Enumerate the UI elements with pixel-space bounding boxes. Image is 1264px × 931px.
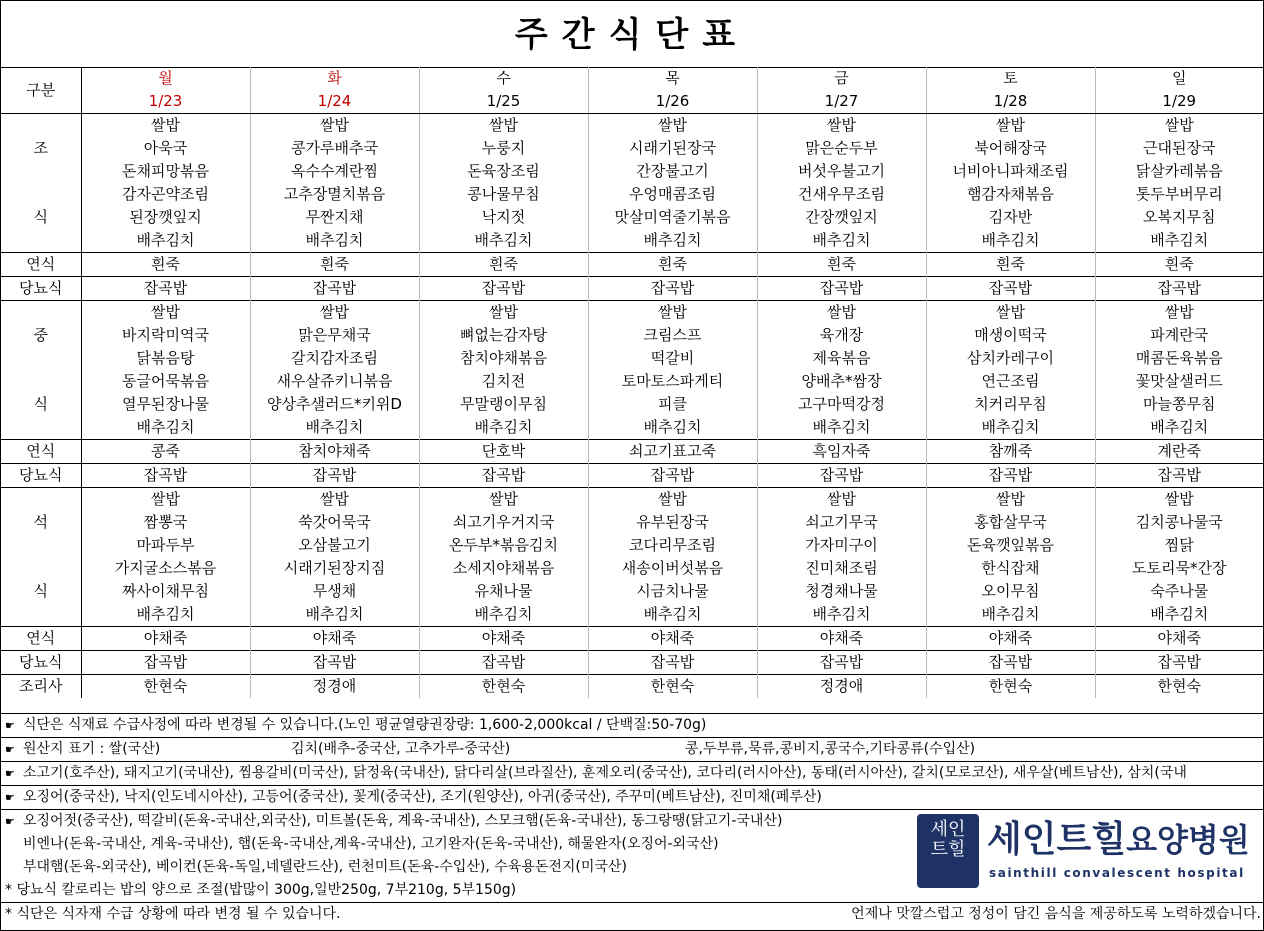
menu-item: 시금치나물 bbox=[588, 580, 757, 603]
meal-label: 조 bbox=[1, 137, 81, 160]
menu-item: 배추김치 bbox=[926, 229, 1095, 253]
menu-item: 쌀밥 bbox=[250, 114, 419, 138]
menu-item: 크림스프 bbox=[588, 324, 757, 347]
menu-item: 북어해장국 bbox=[926, 137, 1095, 160]
menu-item: 배추김치 bbox=[588, 229, 757, 253]
menu-item: 돈육장조림 bbox=[419, 160, 588, 183]
soft-diet-item: 흑임자죽 bbox=[757, 440, 926, 464]
menu-item: 배추김치 bbox=[419, 229, 588, 253]
cook-name: 정경애 bbox=[757, 675, 926, 699]
menu-item: 피클 bbox=[588, 393, 757, 416]
menu-item: 쌀밥 bbox=[81, 301, 250, 325]
menu-item: 꽃맛살샐러드 bbox=[1095, 370, 1263, 393]
logo-english: sainthill convalescent hospital bbox=[989, 866, 1245, 880]
menu-item: 쌀밥 bbox=[926, 488, 1095, 512]
cook-name: 한현숙 bbox=[588, 675, 757, 699]
day-name: 화 bbox=[250, 67, 419, 90]
menu-item: 쌀밥 bbox=[588, 488, 757, 512]
menu-item: 배추김치 bbox=[926, 416, 1095, 440]
menu-item: 쌀밥 bbox=[419, 114, 588, 138]
soft-diet-item: 야채죽 bbox=[81, 627, 250, 651]
menu-item: 배추김치 bbox=[81, 603, 250, 627]
meal-label bbox=[1, 534, 81, 557]
menu-item: 콩나물무침 bbox=[419, 183, 588, 206]
menu-item: 쑥갓어묵국 bbox=[250, 511, 419, 534]
menu-row bbox=[1, 301, 1263, 325]
menu-item: 버섯우불고기 bbox=[757, 160, 926, 183]
menu-item: 돈채피망볶음 bbox=[81, 160, 250, 183]
menu-item: 누룽지 bbox=[419, 137, 588, 160]
day-date: 1/25 bbox=[419, 90, 588, 114]
menu-item: 배추김치 bbox=[81, 416, 250, 440]
hand-pointer-icon: ☛ bbox=[5, 791, 15, 804]
menu-item: 배추김치 bbox=[1095, 603, 1263, 627]
diabetic-diet-item: 잡곡밥 bbox=[1095, 651, 1263, 675]
meal-label bbox=[1, 114, 81, 138]
menu-row bbox=[1, 114, 1263, 138]
menu-item: 동글어묵볶음 bbox=[81, 370, 250, 393]
menu-item: 쇠고기무국 bbox=[757, 511, 926, 534]
menu-item: 홍합살무국 bbox=[926, 511, 1095, 534]
menu-item: 삼치카레구이 bbox=[926, 347, 1095, 370]
menu-item: 갈치감자조림 bbox=[250, 347, 419, 370]
day-date: 1/26 bbox=[588, 90, 757, 114]
meal-label bbox=[1, 229, 81, 253]
cook-name: 정경애 bbox=[250, 675, 419, 699]
page-title: 주간식단표 bbox=[1, 1, 1263, 68]
menu-item: 바지락미역국 bbox=[81, 324, 250, 347]
menu-item: 시래기된장국 bbox=[588, 137, 757, 160]
menu-item: 콩가루배추국 bbox=[250, 137, 419, 160]
diabetic-diet-item: 잡곡밥 bbox=[250, 464, 419, 488]
soft-diet-item: 흰죽 bbox=[419, 253, 588, 277]
menu-item: 간장불고기 bbox=[588, 160, 757, 183]
cook-label: 조리사 bbox=[1, 675, 81, 699]
menu-item: 배추김치 bbox=[588, 416, 757, 440]
meal-label bbox=[1, 347, 81, 370]
menu-item: 오복지무침 bbox=[1095, 206, 1263, 229]
menu-item: 양상추샐러드*키위D bbox=[250, 393, 419, 416]
menu-item: 열무된장나물 bbox=[81, 393, 250, 416]
menu-row bbox=[1, 229, 1263, 253]
menu-row bbox=[1, 580, 1263, 603]
menu-item: 쌀밥 bbox=[757, 114, 926, 138]
menu-item: 쌀밥 bbox=[588, 114, 757, 138]
note-line: ☛ 원산지 표기 : 쌀(국산) 김치(배추-중국산, 고추가루-중국산) 콩,두부류,묵류,콩비지,콩국수,기타콩류(수입산) bbox=[1, 737, 1263, 761]
diabetic-diet-label: 당뇨식 bbox=[1, 277, 81, 301]
hand-pointer-icon: ☛ bbox=[5, 719, 15, 732]
diabetic-diet-row bbox=[1, 277, 1263, 301]
soft-diet-item: 야채죽 bbox=[419, 627, 588, 651]
menu-item: 고구마떡강정 bbox=[757, 393, 926, 416]
soft-diet-item: 흰죽 bbox=[757, 253, 926, 277]
day-name: 일 bbox=[1095, 67, 1263, 90]
menu-row bbox=[1, 137, 1263, 160]
menu-item: 숙주나물 bbox=[1095, 580, 1263, 603]
menu-item: 청경채나물 bbox=[757, 580, 926, 603]
menu-item: 한식잡채 bbox=[926, 557, 1095, 580]
menu-item: 짜사이채무침 bbox=[81, 580, 250, 603]
menu-item: 짬뽕국 bbox=[81, 511, 250, 534]
soft-diet-item: 쇠고기표고죽 bbox=[588, 440, 757, 464]
soft-diet-item: 콩죽 bbox=[81, 440, 250, 464]
meal-label bbox=[1, 370, 81, 393]
hand-pointer-icon: ☛ bbox=[5, 767, 15, 780]
cook-name: 한현숙 bbox=[1095, 675, 1263, 699]
menu-item: 건새우무조림 bbox=[757, 183, 926, 206]
note-line: ☛ 식단은 식재료 수급사정에 따라 변경될 수 있습니다.(노인 평균열량권장량: 1,600-2,000kcal / 단백질:50-70g) bbox=[1, 713, 1263, 737]
menu-item: 진미채조림 bbox=[757, 557, 926, 580]
menu-item: 배추김치 bbox=[757, 416, 926, 440]
menu-item: 유부된장국 bbox=[588, 511, 757, 534]
note-line: ☛ 소고기(호주산), 돼지고기(국내산), 찜용갈비(미국산), 닭정육(국내산), 닭다리살(브라질산), 훈제오리(중국산), 코다리(러시아산), 동태(러시아산), 갈치(모로코산), 새우살(베트남산), 삼치(국내 bbox=[1, 761, 1263, 785]
menu-item: 무말랭이무침 bbox=[419, 393, 588, 416]
diabetic-diet-item: 잡곡밥 bbox=[419, 277, 588, 301]
menu-row bbox=[1, 393, 1263, 416]
day-name: 목 bbox=[588, 67, 757, 90]
note-line: 비엔나(돈육-국내산, 계육-국내산), 햄(돈육-국내산,계육-국내산), 고기완자(돈육-국내산), 해물완자(오징어-외국산) bbox=[23, 836, 719, 852]
diabetic-diet-item: 잡곡밥 bbox=[588, 277, 757, 301]
menu-item: 쌀밥 bbox=[757, 301, 926, 325]
meal-label bbox=[1, 488, 81, 512]
menu-item: 무짠지채 bbox=[250, 206, 419, 229]
menu-item: 닭볶음탕 bbox=[81, 347, 250, 370]
soft-diet-item: 흰죽 bbox=[926, 253, 1095, 277]
menu-item: 간장깻잎지 bbox=[757, 206, 926, 229]
menu-item: 김자반 bbox=[926, 206, 1095, 229]
diabetic-diet-item: 잡곡밥 bbox=[419, 651, 588, 675]
meal-label bbox=[1, 557, 81, 580]
menu-item: 닭살카레볶음 bbox=[1095, 160, 1263, 183]
hand-pointer-icon: ☛ bbox=[5, 743, 15, 756]
menu-item: 배추김치 bbox=[757, 603, 926, 627]
diabetic-diet-item: 잡곡밥 bbox=[1095, 277, 1263, 301]
menu-item: 가지굴소스볶음 bbox=[81, 557, 250, 580]
soft-diet-row bbox=[1, 253, 1263, 277]
menu-item: 쌀밥 bbox=[1095, 488, 1263, 512]
note-line: ☛ 오징어(중국산), 낙지(인도네시아산), 고등어(중국산), 꽃게(중국산), 조기(원양산), 아귀(중국산), 주꾸미(베트남산), 진미채(페루산) bbox=[1, 785, 1263, 809]
diabetic-diet-item: 잡곡밥 bbox=[926, 464, 1095, 488]
menu-row bbox=[1, 370, 1263, 393]
menu-item: 쌀밥 bbox=[757, 488, 926, 512]
day-date: 1/27 bbox=[757, 90, 926, 114]
menu-item: 배추김치 bbox=[250, 416, 419, 440]
diabetic-diet-item: 잡곡밥 bbox=[757, 464, 926, 488]
menu-item: 육개장 bbox=[757, 324, 926, 347]
menu-row bbox=[1, 488, 1263, 512]
menu-row bbox=[1, 206, 1263, 229]
menu-item: 맛살미역줄기볶음 bbox=[588, 206, 757, 229]
hospital-logo bbox=[917, 814, 1253, 892]
menu-item: 배추김치 bbox=[588, 603, 757, 627]
day-date: 1/24 bbox=[250, 90, 419, 114]
day-date: 1/28 bbox=[926, 90, 1095, 114]
menu-item: 가자미구이 bbox=[757, 534, 926, 557]
meal-label: 식 bbox=[1, 393, 81, 416]
menu-item: 배추김치 bbox=[419, 603, 588, 627]
day-name: 수 bbox=[419, 67, 588, 90]
menu-row bbox=[1, 160, 1263, 183]
menu-item: 쌀밥 bbox=[81, 114, 250, 138]
menu-item: 배추김치 bbox=[250, 229, 419, 253]
menu-item: 매콤돈육볶음 bbox=[1095, 347, 1263, 370]
soft-diet-item: 야채죽 bbox=[588, 627, 757, 651]
menu-item: 오삼불고기 bbox=[250, 534, 419, 557]
day-name: 월 bbox=[81, 67, 250, 90]
menu-item: 쌀밥 bbox=[250, 301, 419, 325]
menu-item: 새우살쥬키니볶음 bbox=[250, 370, 419, 393]
menu-item: 톳두부버무리 bbox=[1095, 183, 1263, 206]
diabetic-diet-item: 잡곡밥 bbox=[1095, 464, 1263, 488]
menu-item: 양배추*쌈장 bbox=[757, 370, 926, 393]
day-date: 1/23 bbox=[81, 90, 250, 114]
menu-item: 고추장멸치볶음 bbox=[250, 183, 419, 206]
menu-item: 쌀밥 bbox=[250, 488, 419, 512]
menu-item: 쌀밥 bbox=[1095, 301, 1263, 325]
cook-name: 한현숙 bbox=[419, 675, 588, 699]
soft-diet-label: 연식 bbox=[1, 627, 81, 651]
note-line: * 식단은 식자재 수급 상황에 따라 변경 될 수 있습니다. 언제나 맛깔스럽고 정성이 담긴 음식을 제공하도록 노력하겠습니다. bbox=[1, 902, 1263, 926]
diabetic-diet-item: 잡곡밥 bbox=[81, 277, 250, 301]
diabetic-diet-item: 잡곡밥 bbox=[757, 277, 926, 301]
menu-item: 유채나물 bbox=[419, 580, 588, 603]
day-date: 1/29 bbox=[1095, 90, 1263, 114]
soft-diet-item: 계란죽 bbox=[1095, 440, 1263, 464]
diabetic-diet-item: 잡곡밥 bbox=[757, 651, 926, 675]
menu-item: 감자곤약조림 bbox=[81, 183, 250, 206]
soft-diet-label: 연식 bbox=[1, 440, 81, 464]
day-header-row bbox=[1, 67, 1263, 90]
diabetic-diet-item: 잡곡밥 bbox=[588, 464, 757, 488]
soft-diet-label: 연식 bbox=[1, 253, 81, 277]
note-line: * 당뇨식 칼로리는 밥의 양으로 조절(밥많이 300g,일반250g, 7부210g, 5부150g) bbox=[5, 882, 517, 898]
diabetic-diet-item: 잡곡밥 bbox=[926, 277, 1095, 301]
soft-diet-item: 흰죽 bbox=[81, 253, 250, 277]
logo-brand: 세인트힐요양병원 bbox=[987, 819, 1250, 860]
menu-item: 우엉매콤조림 bbox=[588, 183, 757, 206]
meal-label bbox=[1, 301, 81, 325]
meal-label: 석 bbox=[1, 511, 81, 534]
menu-table bbox=[1, 67, 1263, 698]
menu-row bbox=[1, 534, 1263, 557]
note-line: ☛ 오징어젓(중국산), 떡갈비(돈육-국내산,외국산), 미트볼(돈육, 계육-국내산), 스모크햄(돈육-국내산), 동그랑땡(닭고기-국내산) bbox=[1, 809, 1263, 833]
soft-diet-item: 야채죽 bbox=[1095, 627, 1263, 651]
menu-item: 옥수수계란찜 bbox=[250, 160, 419, 183]
diabetic-diet-item: 잡곡밥 bbox=[81, 464, 250, 488]
soft-diet-item: 야채죽 bbox=[757, 627, 926, 651]
menu-item: 맑은순두부 bbox=[757, 137, 926, 160]
menu-item: 매생이떡국 bbox=[926, 324, 1095, 347]
menu-item: 배추김치 bbox=[250, 603, 419, 627]
menu-item: 쌀밥 bbox=[419, 301, 588, 325]
menu-row bbox=[1, 511, 1263, 534]
menu-item: 치커리무침 bbox=[926, 393, 1095, 416]
menu-item: 낙지젓 bbox=[419, 206, 588, 229]
menu-item: 김치전 bbox=[419, 370, 588, 393]
menu-item: 배추김치 bbox=[926, 603, 1095, 627]
diabetic-diet-label: 당뇨식 bbox=[1, 651, 81, 675]
diabetic-diet-item: 잡곡밥 bbox=[250, 651, 419, 675]
header-label: 구분 bbox=[1, 67, 81, 114]
menu-item: 오이무침 bbox=[926, 580, 1095, 603]
menu-item: 파계란국 bbox=[1095, 324, 1263, 347]
meal-label: 식 bbox=[1, 580, 81, 603]
menu-item: 쇠고기우거지국 bbox=[419, 511, 588, 534]
menu-item: 찜닭 bbox=[1095, 534, 1263, 557]
menu-item: 온두부*볶음김치 bbox=[419, 534, 588, 557]
soft-diet-item: 참치야채죽 bbox=[250, 440, 419, 464]
diabetic-diet-item: 잡곡밥 bbox=[588, 651, 757, 675]
menu-row bbox=[1, 557, 1263, 580]
menu-item: 떡갈비 bbox=[588, 347, 757, 370]
cook-name: 한현숙 bbox=[81, 675, 250, 699]
diabetic-diet-row bbox=[1, 464, 1263, 488]
soft-diet-item: 흰죽 bbox=[588, 253, 757, 277]
menu-item: 쌀밥 bbox=[926, 114, 1095, 138]
soft-diet-item: 야채죽 bbox=[926, 627, 1095, 651]
diabetic-diet-item: 잡곡밥 bbox=[250, 277, 419, 301]
menu-row bbox=[1, 603, 1263, 627]
soft-diet-item: 흰죽 bbox=[1095, 253, 1263, 277]
soft-diet-item: 단호박 bbox=[419, 440, 588, 464]
menu-item: 배추김치 bbox=[1095, 416, 1263, 440]
hospital-seal-icon: 세인 트힐 bbox=[917, 814, 979, 888]
diabetic-diet-row bbox=[1, 651, 1263, 675]
menu-item: 배추김치 bbox=[757, 229, 926, 253]
menu-item: 뼈없는감자탕 bbox=[419, 324, 588, 347]
menu-item: 코다리무조림 bbox=[588, 534, 757, 557]
meal-label: 식 bbox=[1, 206, 81, 229]
meal-label bbox=[1, 160, 81, 183]
note-line: 부대햄(돈육-외국산), 베이컨(돈육-독일,네델란드산), 런천미트(돈육-수입산), 수육용돈전지(미국산) bbox=[23, 859, 627, 875]
menu-item: 쌀밥 bbox=[926, 301, 1095, 325]
menu-item: 배추김치 bbox=[1095, 229, 1263, 253]
menu-item: 근대된장국 bbox=[1095, 137, 1263, 160]
menu-item: 마파두부 bbox=[81, 534, 250, 557]
diabetic-diet-item: 잡곡밥 bbox=[419, 464, 588, 488]
soft-diet-row bbox=[1, 440, 1263, 464]
cook-row bbox=[1, 675, 1263, 699]
hand-pointer-icon: ☛ bbox=[5, 815, 15, 828]
cook-name: 한현숙 bbox=[926, 675, 1095, 699]
menu-row bbox=[1, 416, 1263, 440]
menu-item: 새송이버섯볶음 bbox=[588, 557, 757, 580]
menu-item: 시래기된장지짐 bbox=[250, 557, 419, 580]
diabetic-diet-item: 잡곡밥 bbox=[81, 651, 250, 675]
menu-item: 아욱국 bbox=[81, 137, 250, 160]
meal-label bbox=[1, 603, 81, 627]
menu-item: 참치야채볶음 bbox=[419, 347, 588, 370]
menu-row bbox=[1, 347, 1263, 370]
menu-item: 맑은무채국 bbox=[250, 324, 419, 347]
menu-item: 돈육깻잎볶음 bbox=[926, 534, 1095, 557]
menu-item: 마늘쫑무침 bbox=[1095, 393, 1263, 416]
menu-item: 김치콩나물국 bbox=[1095, 511, 1263, 534]
menu-row bbox=[1, 324, 1263, 347]
menu-item: 무생채 bbox=[250, 580, 419, 603]
day-name: 금 bbox=[757, 67, 926, 90]
meal-label: 중 bbox=[1, 324, 81, 347]
meal-label bbox=[1, 183, 81, 206]
date-header-row bbox=[1, 90, 1263, 114]
diabetic-diet-label: 당뇨식 bbox=[1, 464, 81, 488]
menu-item: 햄감자채볶음 bbox=[926, 183, 1095, 206]
meal-label bbox=[1, 416, 81, 440]
day-name: 토 bbox=[926, 67, 1095, 90]
menu-item: 쌀밥 bbox=[419, 488, 588, 512]
soft-diet-item: 참깨죽 bbox=[926, 440, 1095, 464]
menu-item: 너비아니파채조림 bbox=[926, 160, 1095, 183]
menu-item: 소세지야채볶음 bbox=[419, 557, 588, 580]
menu-item: 연근조림 bbox=[926, 370, 1095, 393]
soft-diet-row bbox=[1, 627, 1263, 651]
menu-item: 토마토스파게티 bbox=[588, 370, 757, 393]
menu-item: 쌀밥 bbox=[588, 301, 757, 325]
menu-item: 쌀밥 bbox=[1095, 114, 1263, 138]
menu-item: 쌀밥 bbox=[81, 488, 250, 512]
soft-diet-item: 야채죽 bbox=[250, 627, 419, 651]
menu-row bbox=[1, 183, 1263, 206]
soft-diet-item: 흰죽 bbox=[250, 253, 419, 277]
diabetic-diet-item: 잡곡밥 bbox=[926, 651, 1095, 675]
menu-item: 도토리묵*간장 bbox=[1095, 557, 1263, 580]
menu-item: 된장깻잎지 bbox=[81, 206, 250, 229]
menu-item: 제육볶음 bbox=[757, 347, 926, 370]
menu-item: 배추김치 bbox=[419, 416, 588, 440]
menu-item: 배추김치 bbox=[81, 229, 250, 253]
